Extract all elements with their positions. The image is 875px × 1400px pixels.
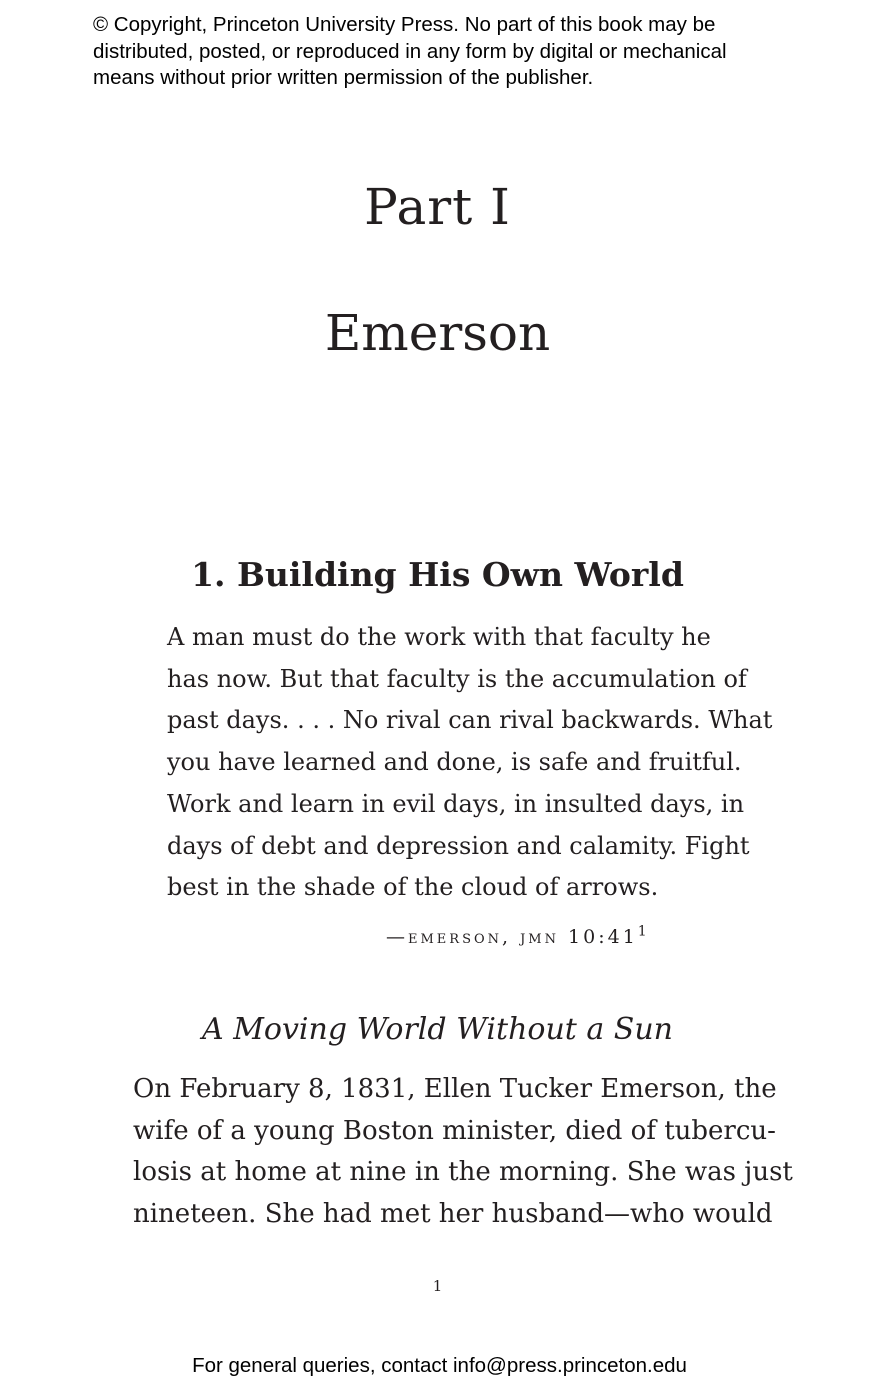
epigraph-quote [167,617,773,909]
attribution-text: —emerson, jmn 10:41 [386,926,638,948]
copyright-notice [93,12,813,92]
epigraph-line: A man must do the work with that faculty he [167,623,711,651]
body-line: On February 8, 1831, Ellen Tucker Emerson, the [133,1074,777,1104]
chapter-title: 1. Building His Own World [191,555,684,594]
body-paragraph [133,1069,793,1236]
epigraph-line: Work and learn in evil days, in insulted days, in [167,789,745,818]
epigraph-line: days of debt and depression and calamity. Fight [167,831,750,860]
copyright-line: © Copyright, Princeton University Press. No part of this book may be [93,13,716,36]
epigraph-line: has now. But that faculty is the accumulation of [167,664,747,693]
part-name: Emerson [324,304,551,362]
footnote-marker[interactable]: 1 [637,923,647,940]
body-line: losis at home at nine in the morning. She was just [133,1157,793,1188]
epigraph-attribution [386,917,716,957]
copyright-line: means without prior written permission of the publisher. [93,66,594,89]
epigraph-line: you have learned and done, is safe and fruitful. [167,748,742,777]
section-title: A Moving World Without a Sun [202,1012,673,1047]
page-number: 1 [432,1277,443,1295]
epigraph-line: best in the shade of the cloud of arrows. [167,873,659,902]
part-label: Part I [364,178,511,236]
footer-contact: For general queries, contact info@press.princeton.edu [192,1354,687,1377]
body-line: nineteen. She had met her husband—who would [133,1199,773,1230]
epigraph-line: past days. . . . No rival can rival backwards. What [167,706,773,735]
copyright-line: distributed, posted, or reproduced in any form by digital or mechanical [93,39,727,63]
body-line: wife of a young Boston minister, died of tubercu- [133,1115,776,1146]
